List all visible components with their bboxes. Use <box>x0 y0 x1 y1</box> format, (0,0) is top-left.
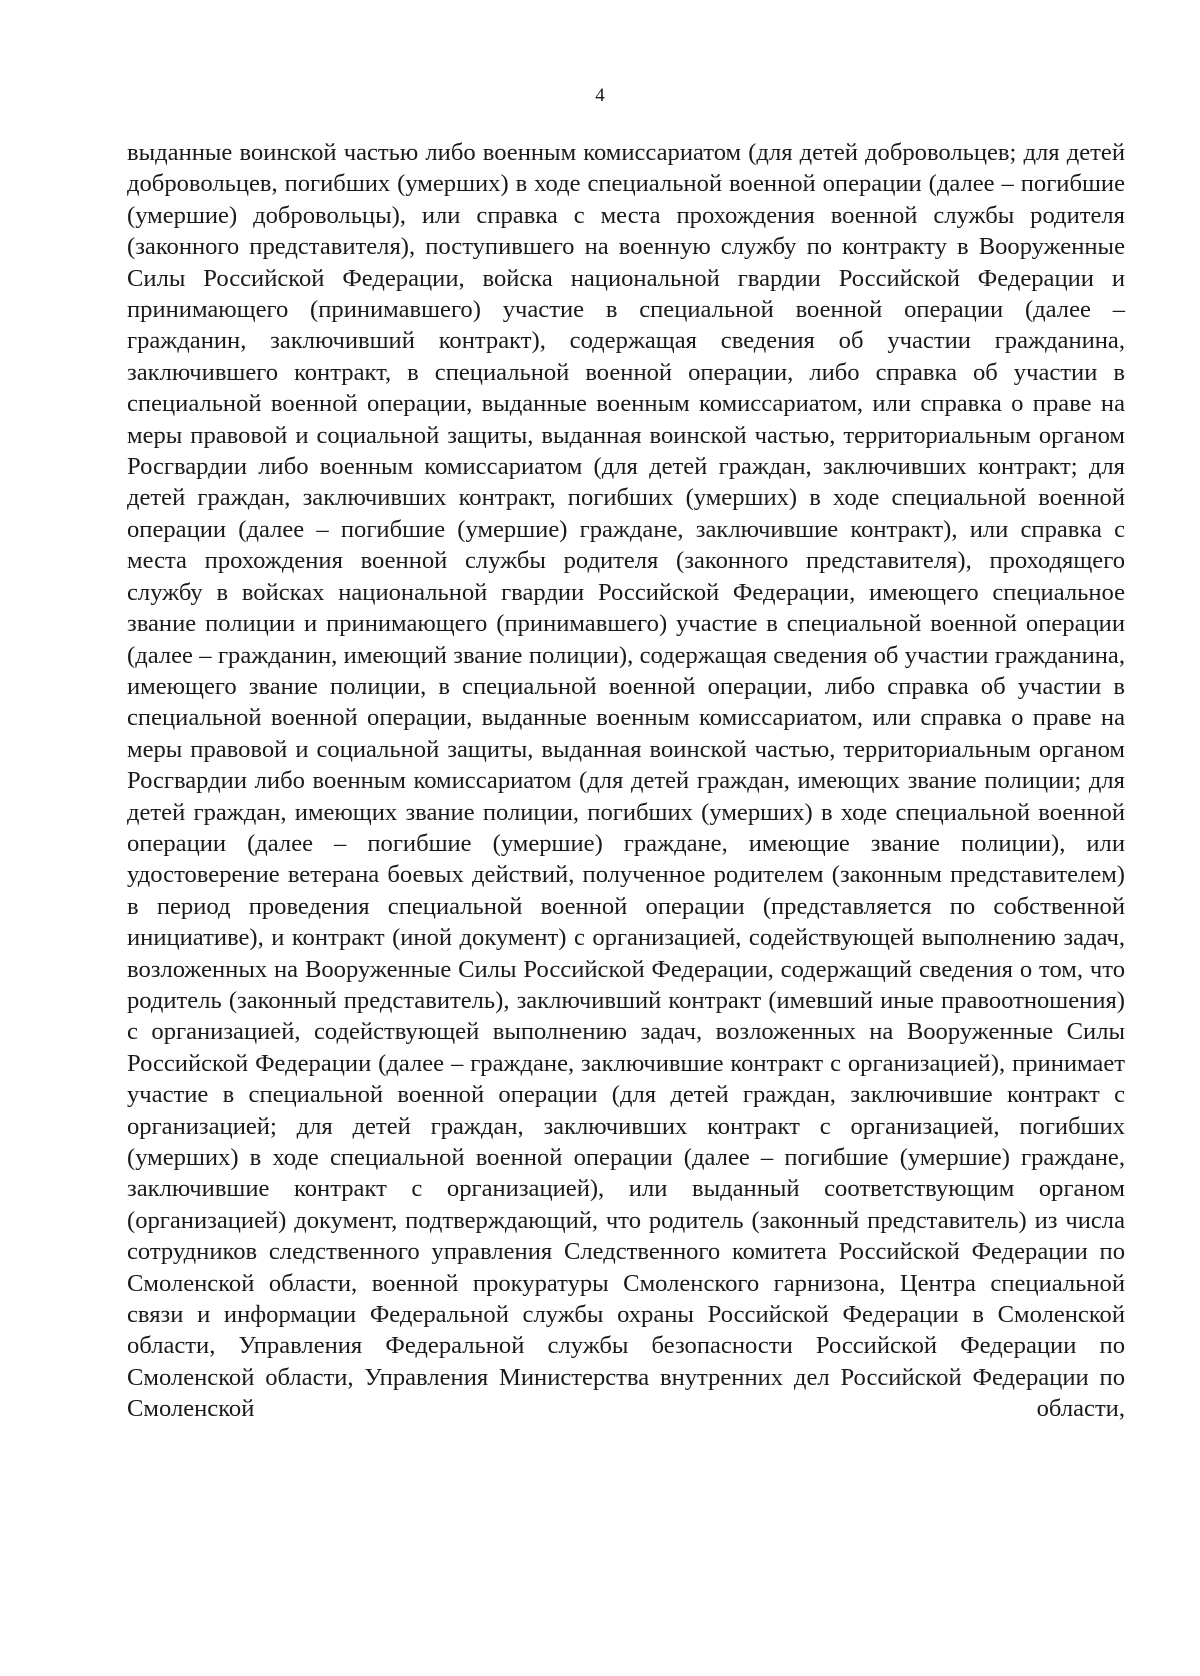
page-number: 4 <box>595 85 605 106</box>
body-paragraph: выданные воинской частью либо военным комиссариатом (для детей добровольцев; для детей добровольцев, погибших (умерших) в ходе специальной военной операции (далее – погибшие (умершие) добровольцы), или справка с места прохождения военной службы родителя (законного представителя), поступившего на военную службу по контракту в Вооруженные Силы Российской Федерации, войска национальной гвардии Российской Федерации и принимающего (принимавшего) участие в специальной военной операции (далее – гражданин, заключивший контракт), содержащая сведения об участии гражданина, заключившего контракт, в специальной военной операции, либо справка об участии в специальной военной операции, выданные военным комиссариатом, или справка о праве на меры правовой и социальной защиты, выданная воинской частью, территориальным органом Росгвардии либо военным комиссариатом (для детей граждан, заключивших контракт; для детей граждан, заключивших контракт, погибших (умерших) в ходе специальной военной операции (далее – погибшие (умершие) граждане, заключившие контракт), или справка с места прохождения военной службы родителя (законного представителя), проходящего службу в войсках национальной гвардии Российской Федерации, имеющего специальное звание полиции и принимающего (принимавшего) участие в специальной военной операции (далее – гражданин, имеющий звание полиции), содержащая сведения об участии гражданина, имеющего звание полиции, в специальной военной операции, либо справка об участии в специальной военной операции, выданные военным комиссариатом, или справка о праве на меры правовой и социальной защиты, выданная воинской частью, территориальным органом Росгвардии либо военным комиссариатом (для детей граждан, имеющих звание полиции; для детей граждан, имеющих звание полиции, погибших (умерших) в ходе специальной военной операции (далее – погибшие (умершие) граждане, имеющие звание полиции), или удостоверение ветерана боевых действий, полученное родителем (законным представителем) в период проведения специальной военной операции (представляется по собственной инициативе), и контракт (иной документ) с организацией, содействующей выполнению задач, возложенных на Вооруженные Силы Российской Федерации, содержащий сведения о том, что родитель (законный представитель), заключивший контракт (имевший иные правоотношения) с организацией, содействующей выполнению задач, возложенных на Вооруженные Силы Российской Федерации (далее – граждане, заключившие контракт с организацией), принимает участие в специальной военной операции (для детей граждан, заключившие контракт с организацией; для детей граждан, заключивших контракт с организацией, погибших (умерших) в ходе специальной военной операции (далее – погибшие (умершие) граждане, заключившие контракт с организацией), или выданный соответствующим органом (организацией) документ, подтверждающий, что родитель (законный представитель) из числа сотрудников следственного управления Следственного комитета Российской Федерации по Смоленской области, военной прокуратуры Смоленского гарнизона, Центра специальной связи и информации Федеральной службы охраны Российской Федерации в Смоленской области, Управления Федеральной службы безопасности Российской Федерации по Смоленской области, Управления Министерства внутренних дел Российской Федерации по Смоленской области, <box>127 139 1125 1423</box>
